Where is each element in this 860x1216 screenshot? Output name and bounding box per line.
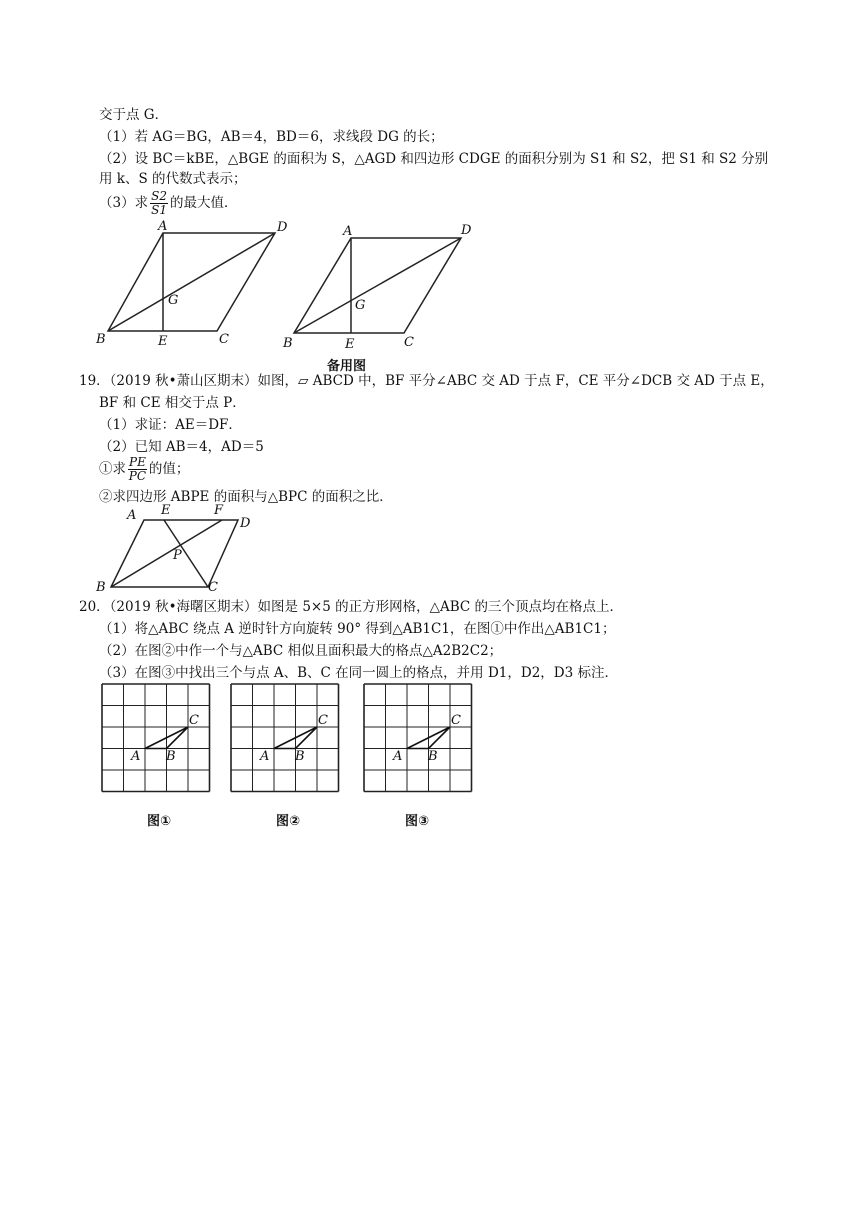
q19-label-f: F (214, 503, 224, 518)
q20-caption-1: 图① (147, 814, 172, 829)
segment-ce (164, 520, 208, 587)
grid1-label-c: C (189, 713, 199, 728)
q20-grid-3 (364, 684, 472, 792)
q19-label-a: A (127, 508, 137, 523)
grid2-label-b: B (295, 749, 305, 764)
fig2-label-d: D (461, 223, 472, 238)
q20-grid-2 (231, 684, 339, 792)
q18-part1: （1）若 AG＝BG，AB＝4，BD＝6，求线段 DG 的长； (99, 129, 444, 145)
grid2-label-a: A (260, 749, 270, 764)
fig1-label-g: G (168, 293, 179, 308)
q19-sub2: ②求四边形 ABPE 的面积与△BPC 的面积之比． (99, 489, 393, 505)
segment-bd (108, 233, 275, 331)
q19-sub1 (99, 456, 189, 483)
fig1-label-a: A (158, 219, 168, 234)
q20-part2: （2）在图②中作一个与△ABC 相似且面积最大的格点△A2B2C2； (99, 643, 503, 659)
q18-figure-main (108, 233, 275, 331)
fig2-label-g: G (355, 298, 366, 313)
segment-bd-backup (294, 238, 461, 333)
q20-caption-3: 图③ (405, 814, 430, 829)
q19-line1: 19．（2019 秋•萧山区期末）如图，▱ ABCD 中，BF 平分∠ABC 交 AD 于点 F，CE 平分∠DCB 交 AD 于点 E， (79, 373, 774, 389)
q20-part1: （1）将△ABC 绕点 A 逆时针方向旋转 90° 得到△AB1C1，在图①中作出△AB1C1； (99, 621, 616, 637)
grid2-label-c: C (318, 713, 328, 728)
q18-fraction-numerator: S2 (151, 189, 167, 203)
fig1-label-c: C (219, 332, 229, 347)
q19-label-e: E (161, 503, 171, 518)
q18-fraction-denominator: S1 (151, 203, 167, 217)
q20-line1: 20．（2019 秋•海曙区期末）如图是 5×5 的正方形网格，△ABC 的三个顶点均在格点上． (79, 599, 624, 615)
q18-part3-suffix: 的最大值． (169, 195, 238, 211)
grid3-label-b: B (428, 749, 438, 764)
q19-part1: （1）求证：AE＝DF． (99, 417, 242, 433)
q18-figure-backup (294, 238, 461, 333)
q20-grid-1 (102, 684, 210, 792)
fig2-label-e: E (345, 337, 355, 352)
grid3-label-c: C (451, 713, 461, 728)
fig1-label-e: E (158, 334, 168, 349)
q18-part2-line2: 用 k、S 的代数式表示； (99, 171, 247, 187)
q18-continuation: 交于点 G． (99, 107, 169, 123)
grid1-label-a: A (131, 749, 141, 764)
q19-line2: BF 和 CE 相交于点 P． (99, 395, 246, 411)
q18-part3-prefix: （3）求 (99, 195, 149, 211)
fig1-label-b: B (96, 332, 106, 347)
q19-sub1-suffix: 的值； (148, 461, 190, 477)
fig2-label-c: C (404, 335, 414, 350)
q18-backup-caption: 备用图 (327, 359, 367, 374)
q19-part2: （2）已知 AB＝4，AD＝5 (99, 439, 264, 455)
q19-sub1-prefix: ①求 (99, 461, 126, 477)
fig2-label-a: A (343, 224, 353, 239)
fig2-label-b: B (283, 336, 293, 351)
q19-fraction-numerator: PE (129, 455, 146, 469)
q18-part2-line1: （2）设 BC＝kBE，△BGE 的面积为 S，△AGD 和四边形 CDGE 的面积分别为 S1 和 S2，把 S1 和 S2 分别 (99, 151, 769, 167)
q20-part3: （3）在图③中找出三个与点 A、B、C 在同一圆上的格点，并用 D1，D2，D3 标注． (99, 665, 618, 681)
grid3-label-a: A (393, 749, 403, 764)
q19-fraction-denominator: PC (128, 469, 147, 483)
fig1-label-d: D (277, 220, 288, 235)
q20-caption-2: 图② (276, 814, 301, 829)
q19-fraction (128, 456, 147, 483)
grid1-label-b: B (166, 749, 176, 764)
q19-label-c: C (208, 580, 218, 595)
q19-label-p: P (173, 548, 182, 563)
q19-label-b: B (96, 580, 106, 595)
q19-label-d: D (240, 516, 251, 531)
